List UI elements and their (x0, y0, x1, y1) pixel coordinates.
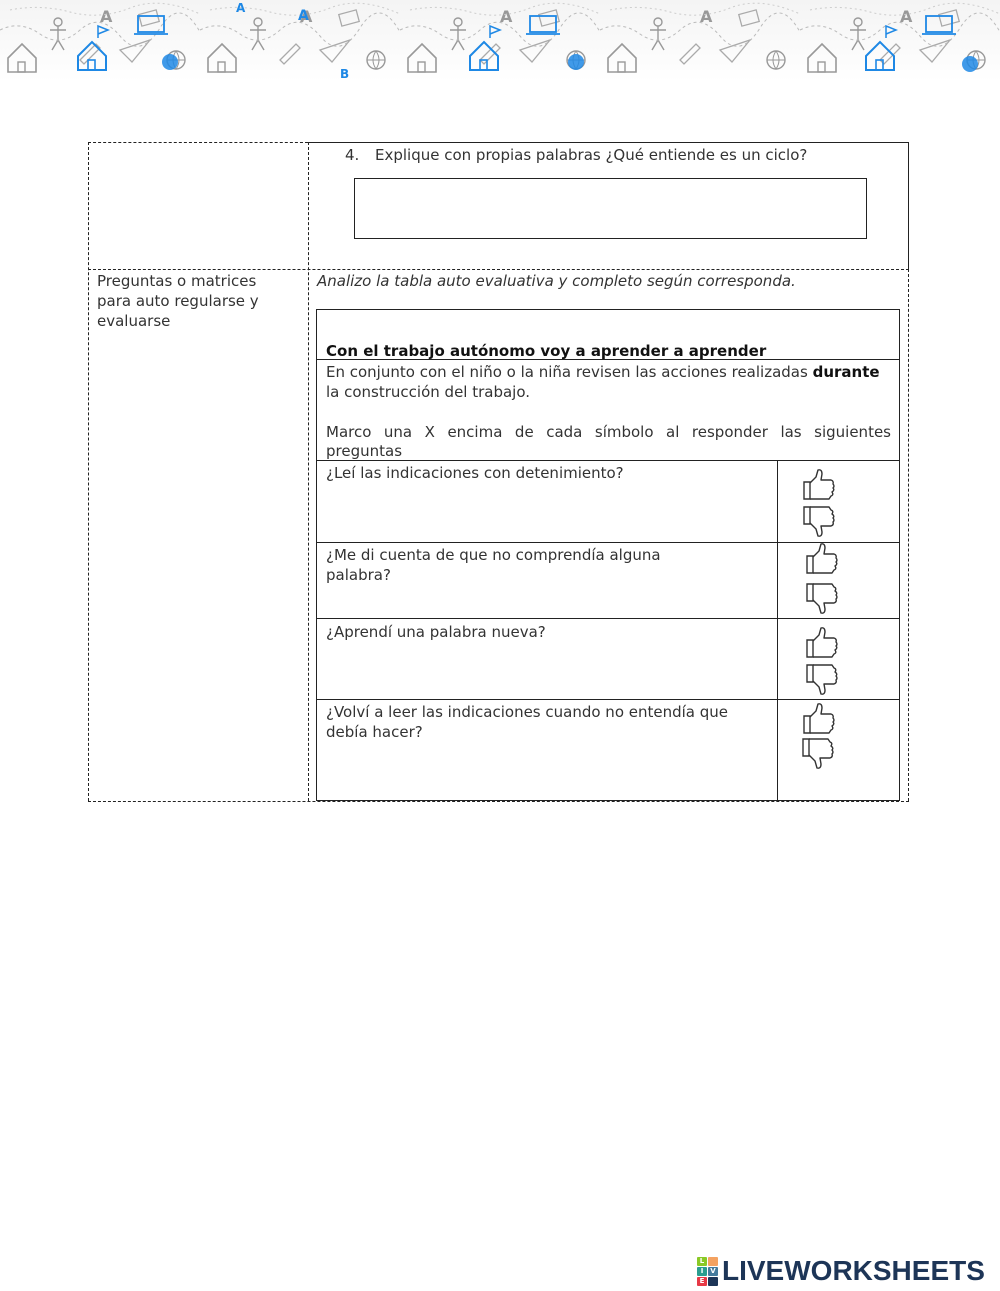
eval-question-1: ¿Leí las indicaciones con detenimiento? (326, 464, 624, 482)
logo-blocks-icon (697, 1257, 718, 1286)
thumbs-up-icon[interactable] (804, 626, 840, 660)
header-banner (0, 0, 1000, 82)
eval-question-4-line-1: ¿Volví a leer las indicaciones cuando no entendía que (326, 703, 729, 721)
thumbs-up-icon[interactable] (801, 468, 837, 502)
table-row-divider (88, 269, 909, 270)
thumbs-down-icon[interactable] (804, 662, 840, 696)
mark-instruction-line-1: Marco una X encima de cada símbolo al responder las siguientes (326, 423, 891, 441)
inner-row-divider-3 (316, 699, 900, 700)
logo-block-l: L (697, 1257, 707, 1266)
thumbs-down-icon[interactable] (801, 504, 837, 538)
table-border-top-left (88, 142, 308, 143)
table-border-top-right (308, 142, 909, 143)
logo-block-blank-1 (708, 1257, 718, 1266)
question-text: Explique con propias palabras ¿Qué entiende es un ciclo? (375, 146, 808, 164)
self-eval-title: Con el trabajo autónomo voy a aprender a aprender (326, 342, 767, 360)
inner-intro-divider (316, 460, 900, 461)
instruction-text: Analizo la tabla auto evaluativa y completo según corresponda. (317, 272, 796, 290)
logo-block-v: V (708, 1267, 718, 1276)
left-cell-line-3: evaluarse (97, 312, 171, 330)
thumbs-up-icon[interactable] (804, 542, 840, 576)
eval-question-3: ¿Aprendí una palabra nueva? (326, 623, 546, 641)
svg-text:B: B (340, 67, 350, 81)
left-cell-line-1: Preguntas o matrices (97, 272, 257, 290)
brand-name: LIVEWORKSHEETS (722, 1255, 985, 1286)
table-border-left (88, 142, 89, 801)
mark-instruction-line-2: preguntas (326, 442, 403, 460)
intro-line-1: En conjunto con el niño o la niña revisen las acciones realizadas durante (326, 363, 880, 381)
table-column-divider (308, 142, 309, 801)
svg-text:A: A (236, 1, 246, 15)
table-border-right-top (908, 142, 909, 269)
svg-text:A: A (298, 8, 309, 24)
school-doodles-pattern (0, 0, 1000, 82)
inner-column-divider (777, 460, 778, 800)
inner-table-left (316, 309, 317, 801)
table-border-bottom (88, 801, 909, 802)
inner-table-top (316, 309, 900, 310)
question-number: 4. (345, 146, 360, 164)
logo-block-i: I (697, 1267, 707, 1276)
eval-question-2-line-1: ¿Me di cuenta de que no comprendía alguna (326, 546, 661, 564)
eval-question-2-line-2: palabra? (326, 566, 391, 584)
liveworksheets-logo (697, 1255, 985, 1287)
inner-table-bottom (316, 800, 900, 801)
answer-input-box[interactable] (354, 178, 867, 239)
eval-question-4-line-2: debía hacer? (326, 723, 423, 741)
left-cell-line-2: para auto regularse y (97, 292, 259, 310)
thumbs-down-icon[interactable] (804, 581, 840, 615)
inner-row-divider-2 (316, 618, 900, 619)
table-border-right-bottom (908, 269, 909, 801)
inner-table-right (899, 309, 900, 801)
thumbs-down-icon[interactable] (800, 736, 836, 770)
thumbs-up-icon[interactable] (801, 702, 837, 736)
logo-block-blank-2 (708, 1277, 718, 1286)
intro-line-2: la construcción del trabajo. (326, 383, 531, 401)
logo-block-e: E (697, 1277, 707, 1286)
